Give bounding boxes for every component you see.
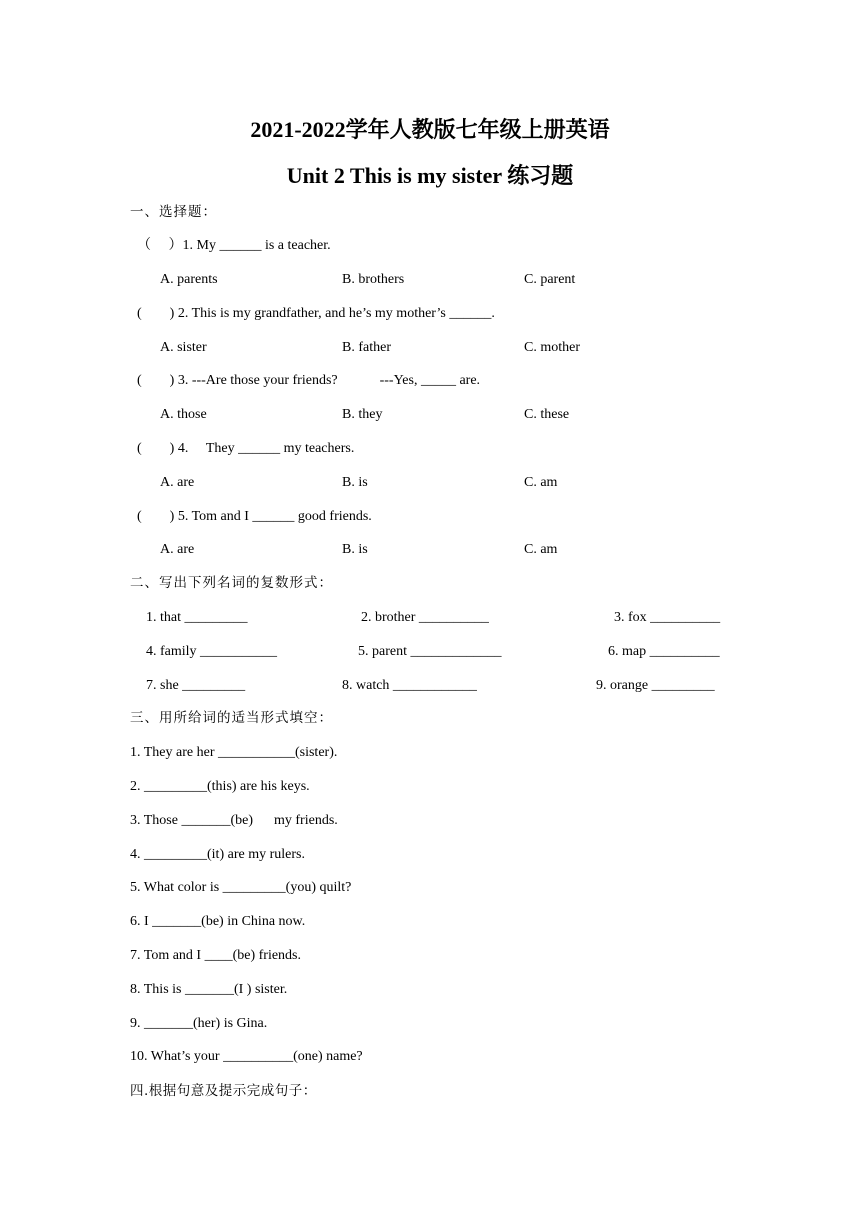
question-5-option-a: A. are	[160, 542, 195, 557]
question-4-option-b: B. is	[342, 475, 368, 490]
section4-heading: 四.根据句意及提示完成句子：	[130, 1083, 317, 1099]
fill-item-8: 8. This is _______(I ) sister.	[130, 982, 288, 997]
question-5-option-c: C. am	[524, 542, 558, 557]
worksheet-title: 2021-2022学年人教版七年级上册英语	[250, 117, 610, 142]
question-1-option-b: B. brothers	[342, 272, 405, 287]
plural-item-1: 1. that _________	[146, 610, 248, 625]
fill-item-4: 4. _________(it) are my rulers.	[130, 847, 305, 862]
fill-item-10: 10. What’s your __________(one) name?	[130, 1049, 363, 1064]
question-2-stem: ( ) 2. This is my grandfather, and he’s my mother’s ______.	[137, 306, 495, 321]
fill-item-5: 5. What color is _________(you) quilt?	[130, 880, 352, 895]
question-1-option-a: A. parents	[160, 272, 218, 287]
plural-item-2: 2. brother __________	[361, 610, 489, 625]
plural-item-6: 6. map __________	[608, 644, 720, 659]
plural-item-9: 9. orange _________	[596, 678, 715, 693]
fill-item-7: 7. Tom and I ____(be) friends.	[130, 948, 302, 963]
section2-heading: 二、写出下列名词的复数形式：	[130, 575, 333, 591]
plural-item-3: 3. fox __________	[614, 610, 721, 625]
question-1-stem: （ ）1. My ______ is a teacher.	[137, 238, 331, 253]
question-5-option-b: B. is	[342, 542, 368, 557]
plural-item-5: 5. parent _____________	[358, 644, 502, 659]
fill-item-2: 2. _________(this) are his keys.	[130, 779, 310, 794]
fill-item-9: 9. _______(her) is Gina.	[130, 1016, 268, 1031]
fill-item-6: 6. I _______(be) in China now.	[130, 914, 306, 929]
question-4-option-a: A. are	[160, 475, 195, 490]
question-3-option-b: B. they	[342, 407, 383, 422]
plural-item-8: 8. watch ____________	[342, 678, 477, 693]
section3-heading: 三、用所给词的适当形式填空：	[130, 710, 333, 726]
question-2-option-c: C. mother	[524, 340, 580, 355]
question-3-option-c: C. these	[524, 407, 570, 422]
question-3-option-a: A. those	[160, 407, 207, 422]
fill-item-3: 3. Those _______(be) my friends.	[130, 813, 338, 828]
section1-heading: 一、选择题：	[130, 204, 217, 220]
fill-item-1: 1. They are her ___________(sister).	[130, 745, 338, 760]
question-4-stem: ( ) 4. They ______ my teachers.	[137, 441, 355, 456]
question-1-option-c: C. parent	[524, 272, 576, 287]
question-2-option-a: A. sister	[160, 340, 207, 355]
plural-item-7: 7. she _________	[146, 678, 246, 693]
question-4-option-c: C. am	[524, 475, 558, 490]
question-3-stem: ( ) 3. ---Are those your friends? ---Yes, _____ are.	[137, 373, 481, 388]
plural-item-4: 4. family ___________	[146, 644, 278, 659]
question-2-option-b: B. father	[342, 340, 391, 355]
worksheet-subtitle: Unit 2 This is my sister 练习题	[286, 163, 574, 188]
question-5-stem: ( ) 5. Tom and I ______ good friends.	[137, 509, 372, 524]
